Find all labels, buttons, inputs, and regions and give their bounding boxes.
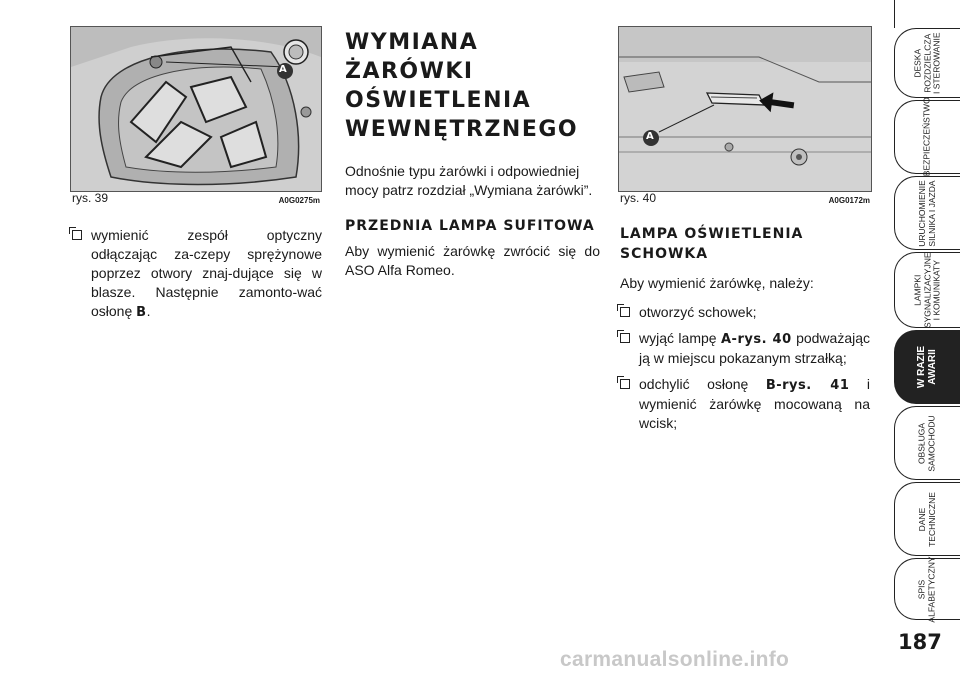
front-lamp-heading: PRZEDNIA LAMPA SUFITOWA bbox=[345, 218, 595, 234]
tab-label-line: SYGNALIZACYJNE bbox=[921, 252, 932, 328]
tab-label-line: ROZDZIELCZA bbox=[921, 33, 932, 93]
page-number: 187 bbox=[898, 630, 942, 654]
front-lamp-text: Aby wymienić żarówkę zwrócić się do ASO Alfa Romeo. bbox=[345, 243, 600, 278]
tab-dane-techniczne[interactable] bbox=[894, 482, 960, 556]
figure-39-image bbox=[70, 26, 322, 192]
step-3-part-b: i wymienić żarówkę mocowaną na wcisk; bbox=[639, 376, 871, 431]
bullet-icon bbox=[620, 307, 630, 317]
tab-label bbox=[913, 252, 942, 328]
tab-label bbox=[917, 346, 939, 388]
glovebox-heading-line1: LAMPA OŚWIETLENIA bbox=[620, 226, 804, 242]
tab-label-line: I KOMUNIKATY bbox=[931, 259, 942, 321]
tab-label-line: SAMOCHODU bbox=[926, 414, 937, 472]
chapter-sidebar bbox=[894, 0, 960, 677]
tab-lampki[interactable] bbox=[894, 252, 960, 328]
step-1-text: otworzyć schowek; bbox=[639, 304, 757, 320]
step-3-ref: B-rys. 41 bbox=[765, 378, 850, 393]
tab-w-razie-awarii[interactable] bbox=[894, 330, 960, 404]
watermark: carmanualsonline.info bbox=[560, 648, 790, 671]
section-title bbox=[345, 28, 600, 144]
bullet-icon bbox=[72, 230, 82, 240]
tab-label-line: TECHNICZNE bbox=[926, 491, 937, 547]
step-item bbox=[620, 303, 870, 322]
right-column bbox=[620, 224, 870, 440]
intro-paragraph: Odnośnie typu żarówki i odpowiedniej mocy patrz rozdział „Wymiana żarówki”. bbox=[345, 163, 593, 198]
glovebox-intro: Aby wymienić żarówkę, należy: bbox=[620, 275, 814, 291]
figure-39-caption bbox=[72, 191, 320, 205]
tab-label-line: SILNIKA I JAZDA bbox=[926, 179, 937, 247]
step-2-part-a: wyjąć lampę bbox=[639, 330, 721, 346]
bullet-text bbox=[91, 226, 322, 322]
tab-label-line: ALFABETYCZNY bbox=[926, 555, 937, 623]
section-title-line1: WYMIANA ŻARÓWKI bbox=[345, 30, 479, 84]
tab-label-line: I STEROWANIE bbox=[931, 32, 942, 94]
step-2-text bbox=[639, 329, 870, 368]
section-title-line3: WEWNĘTRZNEGO bbox=[345, 117, 579, 142]
step-2-ref: A-rys. 40 bbox=[720, 332, 792, 347]
tab-uruchomienie[interactable] bbox=[894, 176, 960, 250]
bullet-text-bold: B bbox=[136, 305, 147, 320]
figure-39-marker-a: A bbox=[279, 64, 287, 75]
tab-bezpieczenstwo[interactable] bbox=[894, 97, 960, 177]
figure-40-label: rys. 40 bbox=[620, 191, 657, 205]
tab-label bbox=[923, 98, 933, 177]
tab-obsluga-samochodu[interactable] bbox=[894, 406, 960, 480]
tab-label bbox=[918, 415, 937, 471]
tab-spis-alfabetyczny[interactable] bbox=[894, 555, 960, 623]
tab-label-line: LAMPKI bbox=[912, 274, 923, 306]
step-3-text bbox=[639, 375, 870, 433]
tab-label-line: DESKA bbox=[912, 48, 923, 78]
tab-label-line: AWARII bbox=[927, 349, 939, 385]
step-2-part-b: podważając ją w miejscu pokazanym strzałką; bbox=[639, 330, 871, 366]
step-item bbox=[620, 329, 870, 368]
bullet-item bbox=[72, 226, 322, 322]
step-item bbox=[620, 375, 870, 433]
section-title-line2: OŚWIETLENIA bbox=[345, 88, 532, 113]
tab-label bbox=[918, 556, 937, 622]
tab-label-line: BEZPIECZEŃSTWO bbox=[921, 97, 932, 177]
tab-label-line: DANE bbox=[917, 507, 927, 531]
trunk-lid-illustration bbox=[71, 27, 321, 191]
figure-39-label: rys. 39 bbox=[72, 191, 109, 205]
bullet-icon bbox=[620, 379, 630, 389]
bullet-text-end: . bbox=[146, 303, 151, 319]
tab-label bbox=[918, 180, 937, 247]
tab-label-line: W RAZIE bbox=[916, 345, 928, 389]
figure-40-marker-a: A bbox=[646, 131, 654, 142]
left-column-text bbox=[72, 226, 322, 329]
step-3-part-a: odchylić osłonę bbox=[639, 376, 766, 392]
middle-column bbox=[345, 28, 600, 280]
bullet-text-main: wymienić zespół optyczny odłączając za-czepy sprężynowe poprzez otwory znaj-dujące się w blasze. Następnie zamonto-wać osłonę bbox=[91, 227, 322, 319]
figure-40-caption bbox=[620, 191, 870, 205]
glovebox-heading bbox=[620, 224, 870, 264]
tab-label bbox=[913, 32, 942, 94]
glovebox-illustration bbox=[619, 27, 871, 191]
tab-deska-rozdzielcza[interactable] bbox=[894, 28, 960, 98]
tab-label bbox=[918, 492, 937, 547]
figure-39-code: A0G0275m bbox=[278, 196, 320, 205]
tab-label-line: URUCHOMIENIE bbox=[917, 179, 927, 247]
glovebox-steps bbox=[620, 303, 870, 433]
bullet-icon bbox=[620, 333, 630, 343]
tab-label-line: SPIS bbox=[917, 579, 928, 599]
tab-label-line: OBSŁUGA bbox=[916, 422, 927, 464]
glovebox-heading-line2: SCHOWKA bbox=[620, 246, 709, 262]
figure-40-image bbox=[618, 26, 872, 192]
figure-40-code: A0G0172m bbox=[828, 196, 870, 205]
